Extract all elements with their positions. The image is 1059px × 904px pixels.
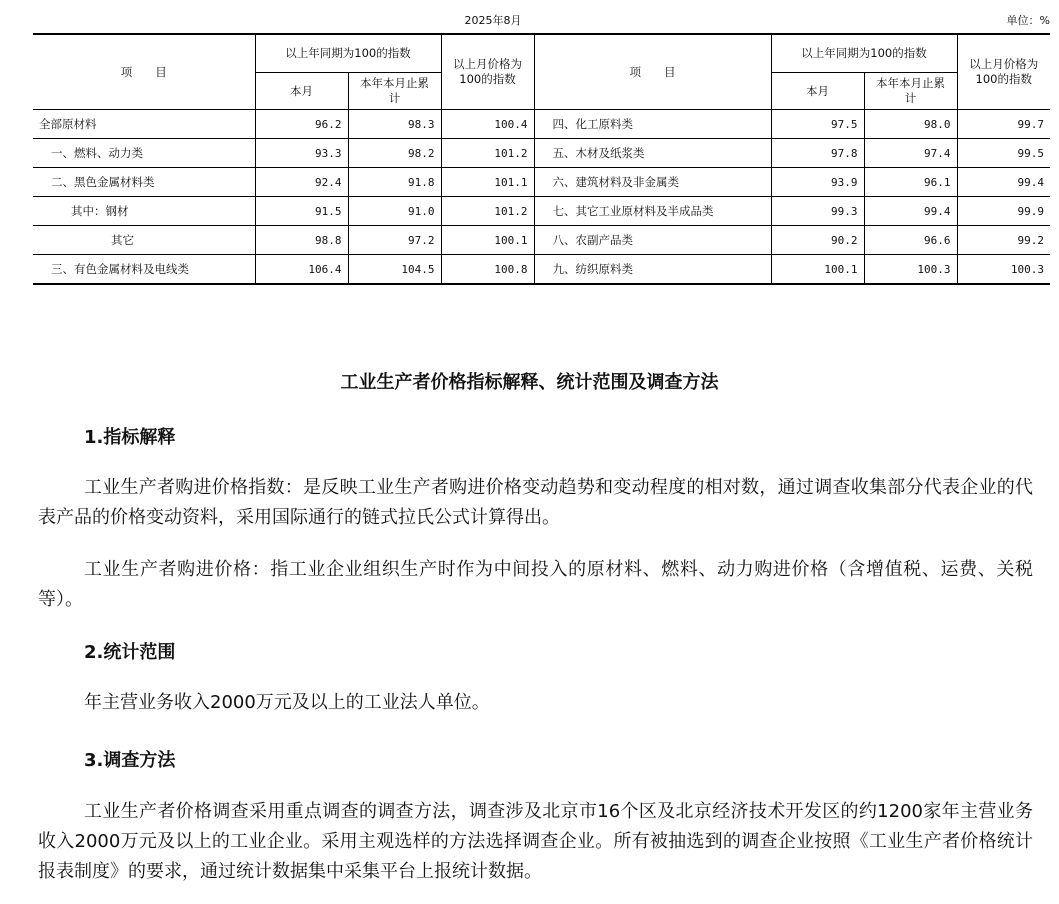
section-heading: 工业生产者价格指标解释、统计范围及调查方法 (340, 372, 719, 393)
value-month: 98.8 (255, 226, 348, 255)
value-mom: 101.1 (441, 168, 534, 197)
value-cumulative: 97.2 (348, 226, 441, 255)
table-row (33, 139, 1050, 168)
table-row (33, 168, 1050, 197)
row-label: 五、木材及纸浆类 (534, 139, 771, 168)
value-month: 93.3 (255, 139, 348, 168)
value-month: 90.2 (771, 226, 864, 255)
header-cum-left: 本年本月止累计 (348, 73, 441, 110)
report-date: 2025年8月 (464, 14, 522, 27)
table-row (33, 255, 1050, 285)
value-mom: 100.8 (441, 255, 534, 285)
value-cumulative: 98.3 (348, 110, 441, 139)
price-index-table (33, 33, 1050, 285)
value-mom: 99.4 (957, 168, 1050, 197)
row-label: 四、化工原料类 (534, 110, 771, 139)
value-month: 96.2 (255, 110, 348, 139)
row-label: 全部原材料 (33, 110, 255, 139)
value-month: 97.5 (771, 110, 864, 139)
header-item-right: 项 目 (534, 34, 771, 110)
value-month: 91.5 (255, 197, 348, 226)
row-label: 二、黑色金属材料类 (33, 168, 255, 197)
value-cumulative: 91.8 (348, 168, 441, 197)
paragraph-scope: 年主营业务收入2000万元及以上的工业法人单位。 (84, 692, 490, 713)
table-row (33, 110, 1050, 139)
value-month: 92.4 (255, 168, 348, 197)
row-label: 九、纺织原料类 (534, 255, 771, 285)
value-cumulative: 99.4 (864, 197, 957, 226)
row-label: 六、建筑材料及非金属类 (534, 168, 771, 197)
header-cum-right: 本年本月止累计 (864, 73, 957, 110)
value-cumulative: 97.4 (864, 139, 957, 168)
value-month: 93.9 (771, 168, 864, 197)
value-cumulative: 104.5 (348, 255, 441, 285)
value-mom: 101.2 (441, 197, 534, 226)
value-cumulative: 96.1 (864, 168, 957, 197)
row-label: 其中：钢材 (33, 197, 255, 226)
row-label: 其它 (33, 226, 255, 255)
row-label: 一、燃料、动力类 (33, 139, 255, 168)
value-mom: 99.7 (957, 110, 1050, 139)
header-item-left: 项 目 (120, 64, 167, 79)
value-cumulative: 91.0 (348, 197, 441, 226)
row-label: 七、其它工业原材料及半成品类 (534, 197, 771, 226)
unit-label: 单位：% (1006, 14, 1050, 27)
subsection-heading-definitions: 1.指标解释 (84, 427, 176, 448)
header-yoy-left: 以上年同期为100的指数 (255, 34, 441, 73)
value-month: 106.4 (255, 255, 348, 285)
header-month-left: 本月 (255, 73, 348, 110)
value-cumulative: 98.0 (864, 110, 957, 139)
value-cumulative: 96.6 (864, 226, 957, 255)
value-mom: 101.2 (441, 139, 534, 168)
table-caption-bar (33, 10, 1050, 30)
value-mom: 100.3 (957, 255, 1050, 285)
value-mom: 100.4 (441, 110, 534, 139)
value-mom: 100.1 (441, 226, 534, 255)
value-mom: 99.9 (957, 197, 1050, 226)
value-month: 99.3 (771, 197, 864, 226)
row-label: 三、有色金属材料及电线类 (33, 255, 255, 285)
subsection-heading-scope: 2.统计范围 (84, 642, 176, 663)
value-mom: 99.2 (957, 226, 1050, 255)
header-month-right: 本月 (771, 73, 864, 110)
table-row (33, 226, 1050, 255)
value-mom: 99.5 (957, 139, 1050, 168)
paragraph-definition-index: 工业生产者购进价格指数：是反映工业生产者购进价格变动趋势和变动程度的相对数，通过调查收集部分代表企业的代表产品的价格变动资料，采用国际通行的链式拉氏公式计算得出。 (38, 477, 1033, 528)
value-month: 100.1 (771, 255, 864, 285)
paragraph-definition-price: 工业生产者购进价格：指工业企业组织生产时作为中间投入的原材料、燃料、动力购进价格（含增值税、运费、关税等）。 (38, 559, 1033, 610)
value-cumulative: 100.3 (864, 255, 957, 285)
value-cumulative: 98.2 (348, 139, 441, 168)
paragraph-method: 工业生产者价格调查采用重点调查的调查方法，调查涉及北京市16个区及北京经济技术开发区的约1200家年主营业务收入2000万元及以上的工业企业。采用主观选样的方法选择调查企业。所有被抽选到的调查企业按照《工业生产者价格统计报表制度》的要求，通过统计数据集中采集平台上报统计数据。 (38, 801, 1033, 882)
value-month: 97.8 (771, 139, 864, 168)
row-label: 八、农副产品类 (534, 226, 771, 255)
header-mom-left: 以上月价格为100的指数 (441, 34, 534, 110)
table-row (33, 197, 1050, 226)
header-mom-right: 以上月价格为100的指数 (957, 34, 1050, 110)
subsection-heading-method: 3.调查方法 (84, 750, 176, 771)
header-yoy-right: 以上年同期为100的指数 (771, 34, 957, 73)
